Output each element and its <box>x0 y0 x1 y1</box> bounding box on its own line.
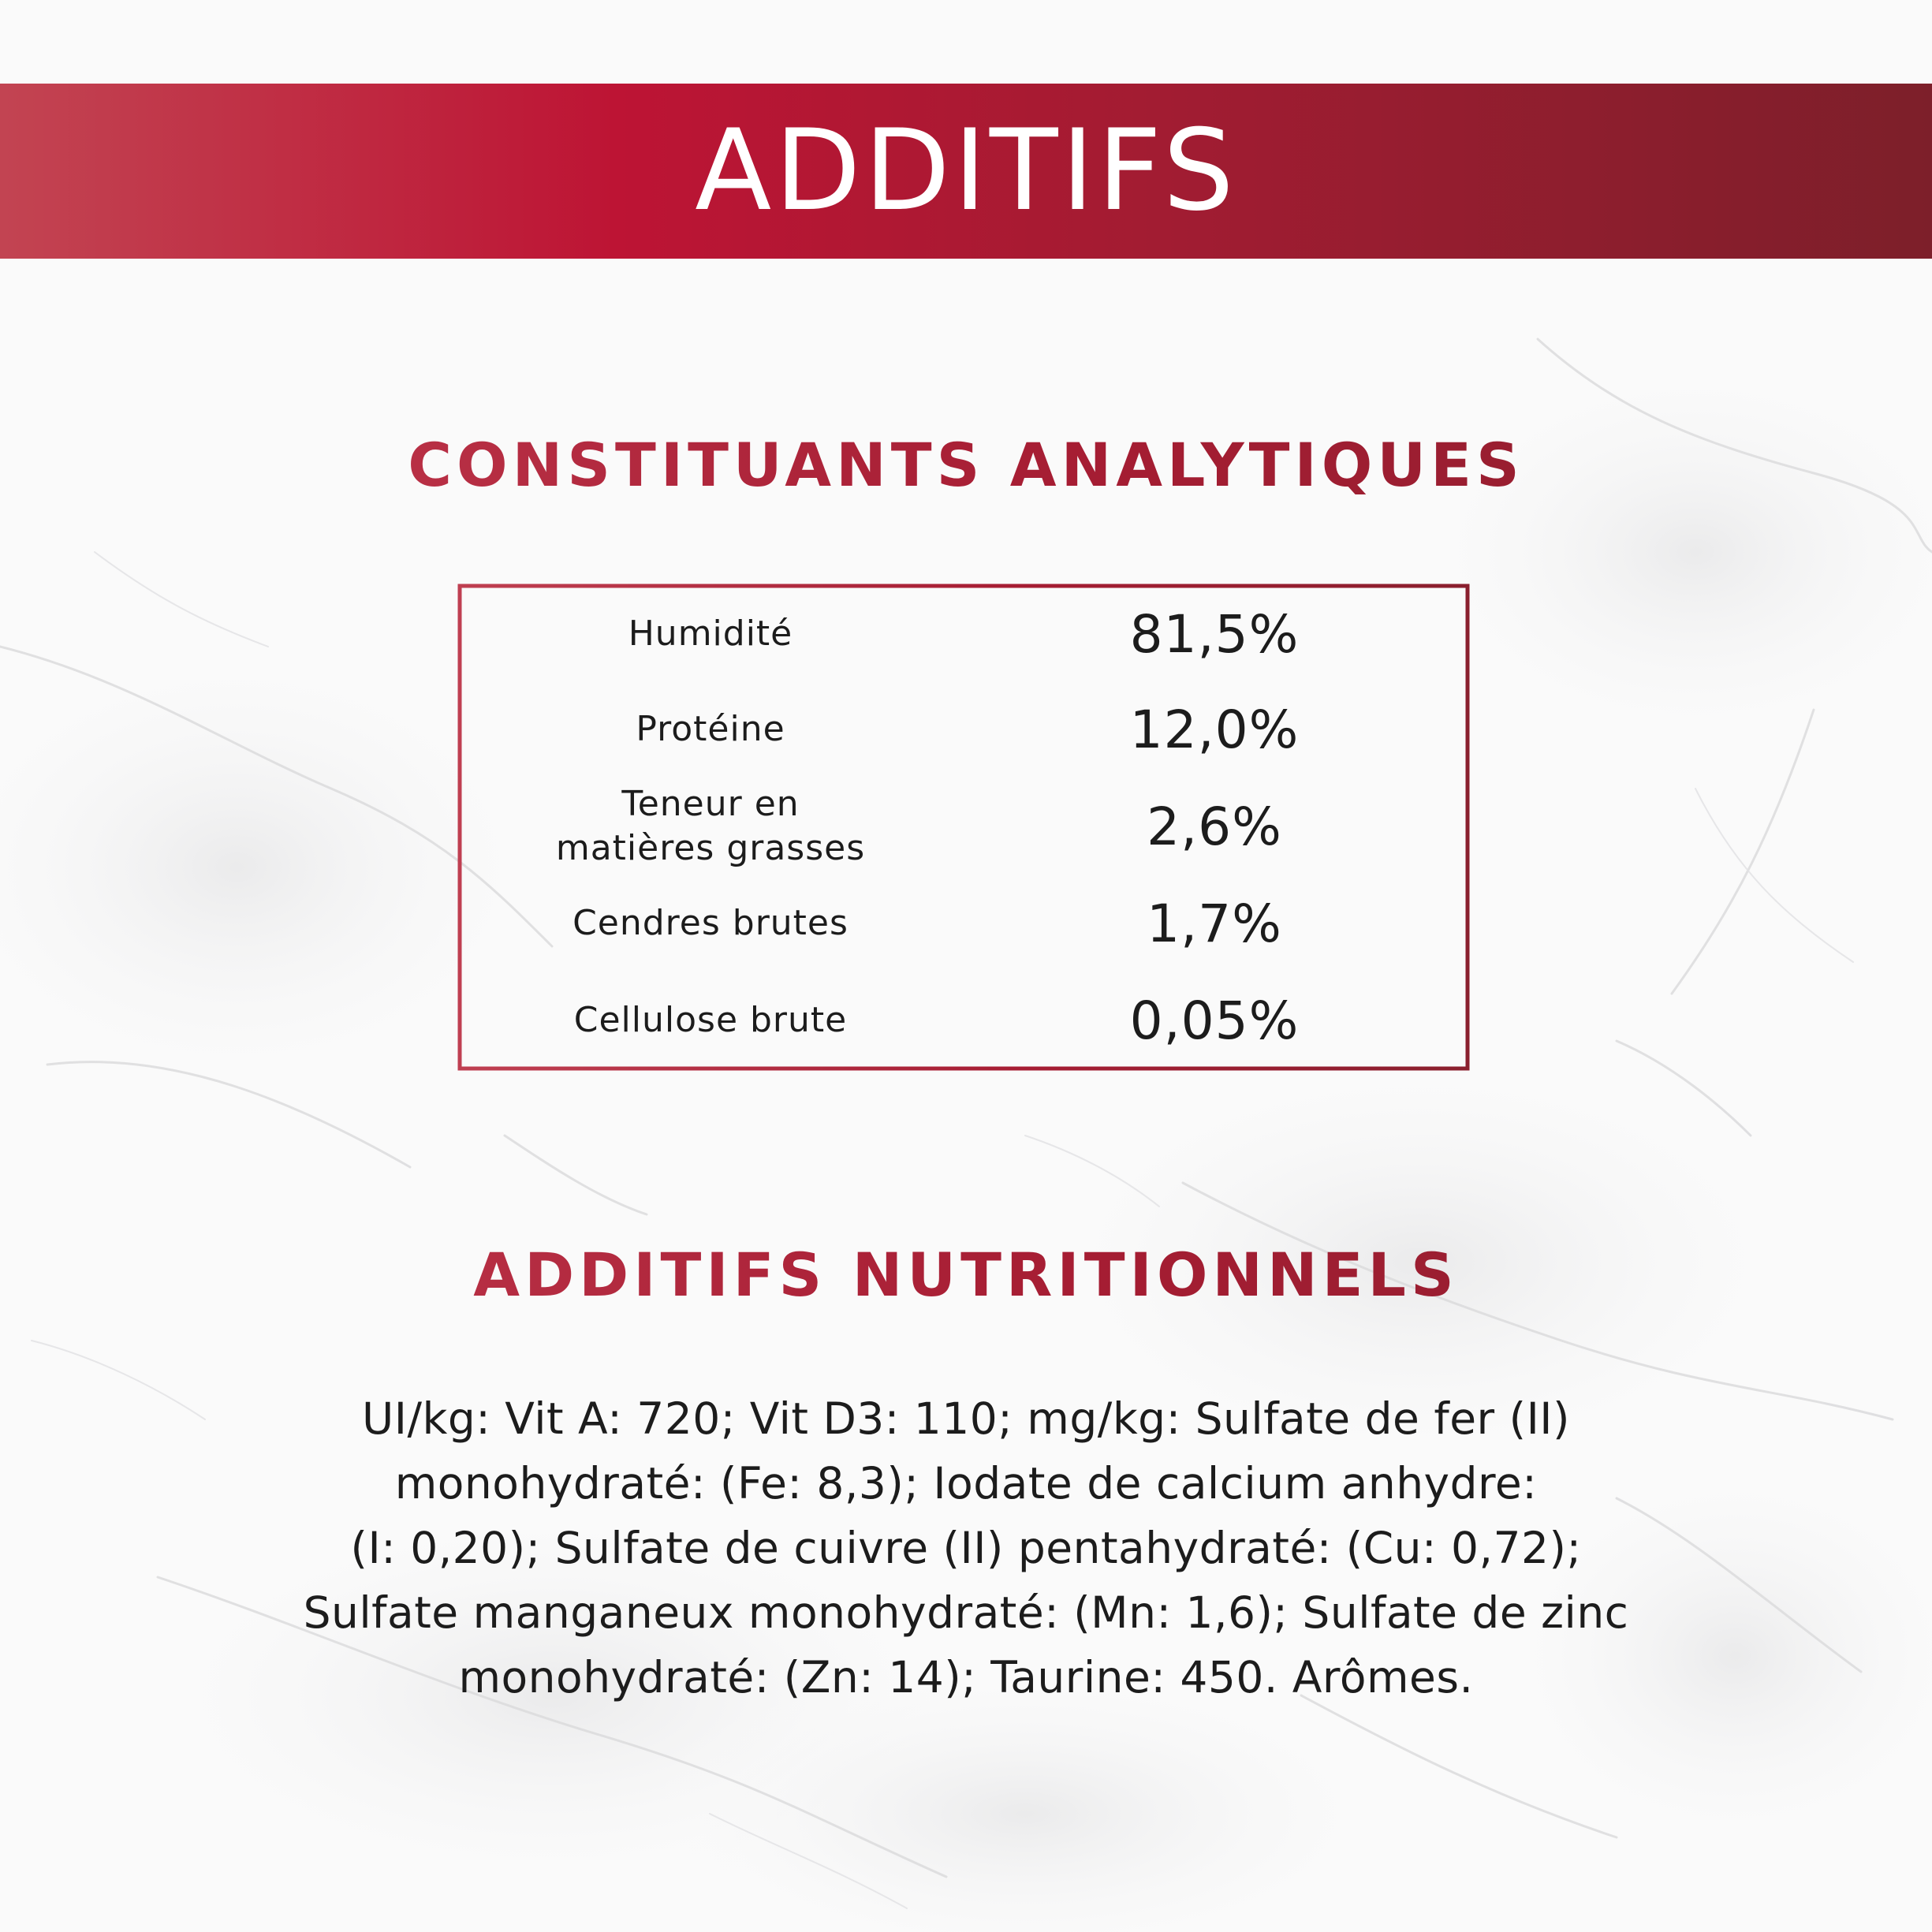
row-label: Humidité <box>628 614 793 654</box>
analytical-table <box>457 584 1470 1071</box>
row-value: 1,7% <box>1147 893 1282 954</box>
text-line: (I: 0,20); Sulfate de cuivre (II) pentahydraté: (Cu: 0,72); <box>350 1523 1582 1573</box>
row-value: 0,05% <box>1129 990 1300 1051</box>
table-row <box>457 973 1470 1068</box>
text-line: Sulfate manganeux monohydraté: (Mn: 1,6); Sulfate de zinc <box>303 1587 1629 1638</box>
text-line: monohydraté: (Fe: 8,3); Iodate de calcium anhydre: <box>394 1458 1538 1509</box>
header-banner <box>0 84 1932 259</box>
row-label: Cellulose brute <box>573 1000 848 1040</box>
table-row <box>457 684 1470 775</box>
row-value: 12,0% <box>1129 699 1300 760</box>
text-line: UI/kg: Vit A: 720; Vit D3: 110; mg/kg: Sulfate de fer (II) <box>362 1393 1570 1444</box>
nutritional-additives-title: ADDITIFS NUTRITIONNELS <box>0 1240 1932 1311</box>
row-value: 2,6% <box>1147 796 1282 857</box>
table-row <box>457 779 1470 874</box>
banner-title: ADDITIFS <box>695 106 1237 236</box>
text-line: monohydraté: (Zn: 14); Taurine: 450. Arômes. <box>458 1652 1474 1703</box>
table-row <box>457 588 1470 680</box>
analytical-constituents-title: CONSTITUANTS ANALYTIQUES <box>0 430 1932 501</box>
row-label: Cendres brutes <box>573 903 849 943</box>
table-row <box>457 878 1470 969</box>
row-label: Teneur en matières grasses <box>555 784 866 868</box>
nutritional-additives-text <box>221 1386 1711 1710</box>
row-label: Protéine <box>636 709 785 749</box>
row-value: 81,5% <box>1129 603 1300 665</box>
